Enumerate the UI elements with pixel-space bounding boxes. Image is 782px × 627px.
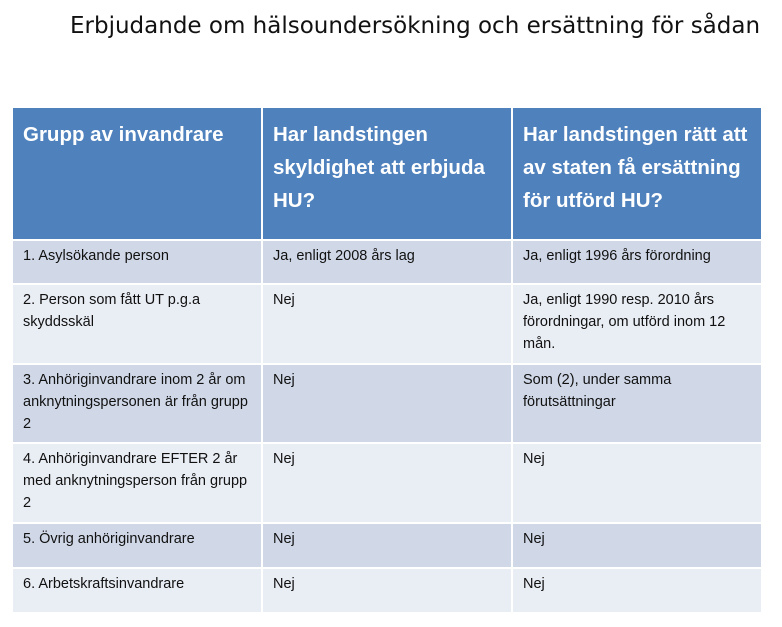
table-row bbox=[12, 568, 762, 613]
cell-obligation: Ja, enligt 2008 års lag bbox=[262, 240, 512, 284]
cell-compensation: Nej bbox=[512, 568, 762, 613]
cell-group: 2. Person som fått UT p.g.a skyddsskäl bbox=[12, 284, 262, 364]
cell-group: 1. Asylsökande person bbox=[12, 240, 262, 284]
column-header-group: Grupp av invandrare bbox=[12, 107, 262, 240]
table-header-row bbox=[12, 107, 762, 240]
cell-compensation: Nej bbox=[512, 523, 762, 568]
cell-group: 6. Arbetskraftsinvandrare bbox=[12, 568, 262, 613]
cell-group: 5. Övrig anhöriginvandrare bbox=[12, 523, 262, 568]
cell-obligation: Nej bbox=[262, 568, 512, 613]
column-header-obligation: Har landstingen skyldighet att erbjuda HU? bbox=[262, 107, 512, 240]
cell-group: 3. Anhöriginvandrare inom 2 år om anknytningspersonen är från grupp 2 bbox=[12, 364, 262, 443]
cell-compensation: Ja, enligt 1990 resp. 2010 års förordningar, om utförd inom 12 mån. bbox=[512, 284, 762, 364]
table-row bbox=[12, 523, 762, 568]
table-row bbox=[12, 284, 762, 364]
column-header-compensation: Har landstingen rätt att av staten få ersättning för utförd HU? bbox=[512, 107, 762, 240]
cell-obligation: Nej bbox=[262, 523, 512, 568]
cell-obligation: Nej bbox=[262, 284, 512, 364]
immigrant-health-exam-table bbox=[11, 106, 763, 614]
cell-group: 4. Anhöriginvandrare EFTER 2 år med anknytningsperson från grupp 2 bbox=[12, 443, 262, 523]
cell-obligation: Nej bbox=[262, 364, 512, 443]
table-row bbox=[12, 443, 762, 523]
table-row bbox=[12, 364, 762, 443]
cell-compensation: Ja, enligt 1996 års förordning bbox=[512, 240, 762, 284]
cell-compensation: Som (2), under samma förutsättningar bbox=[512, 364, 762, 443]
page-title: Erbjudande om hälsoundersökning och ersättning för sådan bbox=[70, 13, 761, 39]
table-row bbox=[12, 240, 762, 284]
cell-obligation: Nej bbox=[262, 443, 512, 523]
cell-compensation: Nej bbox=[512, 443, 762, 523]
